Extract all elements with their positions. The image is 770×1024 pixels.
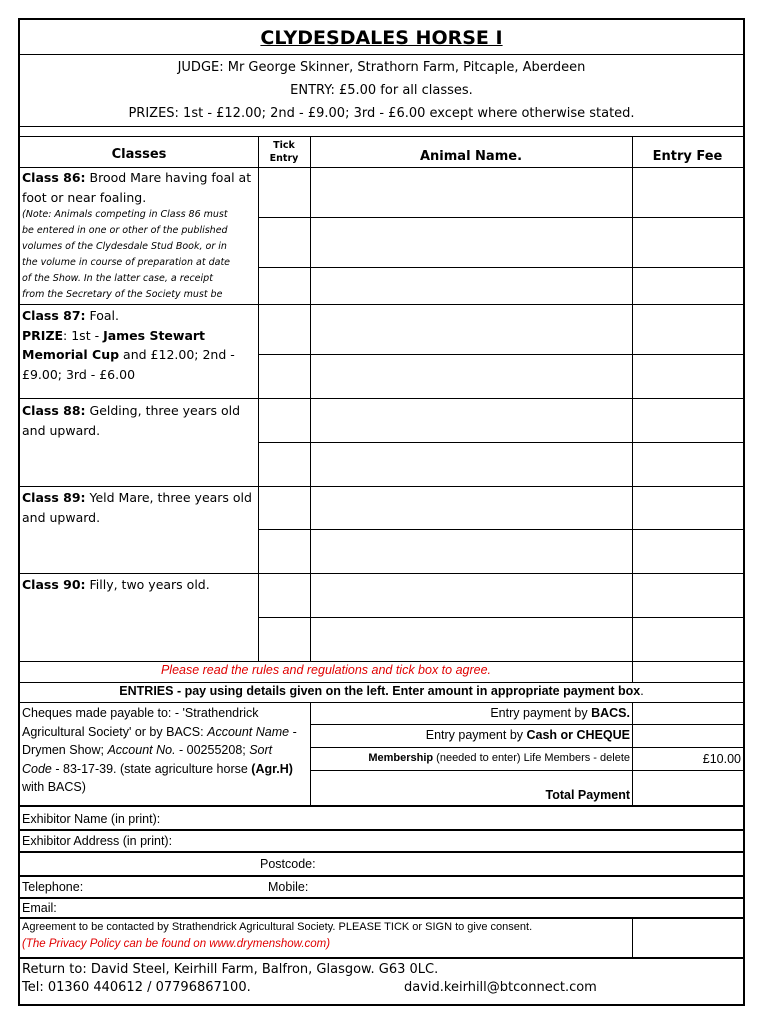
row-divider (258, 617, 743, 618)
membership-amount: £10.00 (702, 752, 741, 766)
cash-amount-box[interactable] (633, 725, 742, 746)
note-line: the volume in course of preparation at date (22, 257, 231, 268)
note-line: from the Secretary of the Society must be (22, 289, 223, 300)
bacs-payment-label (312, 704, 630, 722)
exhibitor-address-field[interactable]: Exhibitor Address (in print): (22, 834, 173, 848)
entries-instructions (20, 682, 743, 700)
cash-payment-label (312, 726, 630, 744)
consent-checkbox[interactable] (634, 919, 742, 956)
return-address: Return to: David Steel, Keirhill Farm, Balfron, Glasgow. G63 0LC. (22, 962, 439, 977)
note-line: (Note: Animals competing in Class 86 must (22, 209, 228, 220)
column-header-entry-fee: Entry Fee (652, 149, 723, 164)
class-89-description (22, 488, 256, 527)
entry-form (18, 18, 745, 1006)
note-line: volumes of the Clydesdale Stud Book, or in (22, 241, 227, 252)
payment-text: (needed to enter) Life Members - delete (433, 752, 630, 764)
cheque-text: Code (22, 761, 52, 776)
class-text: Gelding, three years old and upward. (22, 403, 241, 438)
cheque-text: - (289, 724, 297, 739)
cheque-line (22, 760, 308, 779)
return-telephone: Tel: 01360 440612 / 07796867100. (22, 980, 251, 995)
payment-text: Membership (368, 752, 434, 764)
column-header-tick (258, 139, 310, 167)
total-payment-label: Total Payment (545, 788, 630, 802)
class-text: Yeld Mare, three years old and upward. (22, 490, 252, 525)
entries-bold: ENTRIES - pay using details given on the left. Enter amount in appropriate payment box (119, 684, 641, 698)
column-divider (632, 917, 633, 957)
payment-text: Entry payment by (490, 706, 592, 720)
form-title: CLYDESDALES HORSE I (260, 27, 503, 49)
telephone-field[interactable]: Telephone: (22, 880, 84, 894)
class-86-description (22, 168, 256, 207)
cheque-text: Drymen Show; (22, 743, 108, 757)
class-row-divider (20, 486, 743, 487)
rules-agree-checkbox[interactable] (633, 662, 742, 681)
cheque-text: Account Name (207, 724, 290, 739)
class-number: Class 86: (22, 170, 86, 185)
cheque-text: - 00255208; (175, 743, 250, 757)
class-87-description (22, 306, 252, 384)
cheque-instructions (22, 704, 308, 797)
section-divider (20, 829, 743, 831)
entry-fee-line: ENTRY: £5.00 for all classes. (290, 83, 473, 98)
membership-label (312, 749, 630, 767)
class-number: Class 90: (22, 577, 86, 592)
cheque-line: Cheques made payable to: - 'Strathendrick (22, 706, 259, 720)
column-divider (310, 702, 311, 806)
entry-label: Entry (269, 153, 299, 164)
return-email[interactable]: david.keirhill@btconnect.com (404, 980, 597, 995)
mobile-field[interactable]: Mobile: (268, 880, 309, 894)
row-divider (258, 217, 743, 218)
prize-label: PRIZE (22, 327, 64, 343)
note-line: of the Show. In the latter case, a receipt (22, 273, 213, 284)
column-header-classes: Classes (111, 147, 167, 162)
row-divider (258, 529, 743, 530)
total-payment-box[interactable] (633, 771, 742, 805)
note-line: be entered in one or other of the published (22, 225, 228, 236)
section-divider (20, 957, 743, 959)
privacy-policy-note: (The Privacy Policy can be found on www.drymenshow.com) (22, 938, 331, 950)
exhibitor-name-field[interactable]: Exhibitor Name (in print): (22, 812, 161, 826)
cheque-text: Sort (249, 743, 273, 757)
cheque-line (22, 741, 308, 760)
cheque-text: (Agr.H) (251, 761, 293, 776)
payment-text: BACS. (591, 706, 630, 720)
class-row-divider (20, 398, 743, 399)
tick-label: Tick (273, 140, 295, 151)
class-88-description (22, 401, 256, 440)
cheque-text: - 83-17-39. (state agriculture horse (51, 761, 252, 776)
section-divider (20, 875, 743, 877)
consent-text: Agreement to be contacted by Strathendrick Agricultural Society. PLEASE TICK or SIGN to give consent. (22, 921, 533, 933)
class-86-note (22, 207, 258, 304)
prizes-line: PRIZES: 1st - £12.00; 2nd - £9.00; 3rd - £6.00 except where otherwise stated. (128, 106, 635, 121)
class-90-description (22, 575, 256, 595)
divider (20, 136, 743, 137)
class-row-divider (20, 573, 743, 574)
divider (310, 747, 743, 748)
email-field[interactable]: Email: (22, 901, 57, 915)
column-header-animal-name: Animal Name. (419, 149, 523, 164)
divider (20, 126, 743, 127)
postcode-field[interactable]: Postcode: (260, 857, 316, 871)
column-divider (310, 137, 311, 661)
rules-notice: Please read the rules and regulations and tick box to agree. (160, 663, 492, 677)
class-number: Class 89: (22, 490, 86, 505)
section-divider (20, 851, 743, 853)
row-divider (258, 267, 743, 268)
class-number: Class 88: (22, 403, 86, 418)
section-divider (20, 805, 743, 807)
class-text: Brood Mare having foal at foot or near foaling. (22, 170, 252, 205)
prize-text: : 1st - (63, 327, 104, 343)
cheque-text: Account No. (107, 743, 176, 757)
column-divider (632, 137, 633, 682)
row-divider (258, 442, 743, 443)
row-divider (258, 354, 743, 355)
payment-text: Entry payment by (425, 728, 527, 742)
entries-tail: . (640, 684, 644, 698)
class-number: Class 87: (22, 308, 86, 323)
column-divider (258, 137, 259, 661)
class-text: Filly, two years old. (85, 577, 210, 592)
cheque-line (22, 723, 308, 742)
payment-text: Cash or CHEQUE (526, 728, 630, 742)
judge-line: JUDGE: Mr George Skinner, Strathorn Farm, Pitcaple, Aberdeen (177, 60, 586, 75)
cheque-text: Agricultural Society' or by BACS: (22, 724, 208, 739)
class-text: Foal. (85, 308, 120, 323)
cheque-line: with BACS) (22, 780, 86, 794)
prize-cup: James Stewart Memorial Cup (22, 327, 206, 362)
bacs-amount-box[interactable] (633, 703, 742, 724)
prize-text: and £12.00; 2nd - £9.00; 3rd - £6.00 (22, 347, 235, 382)
class-row-divider (20, 304, 743, 305)
divider (20, 54, 743, 55)
